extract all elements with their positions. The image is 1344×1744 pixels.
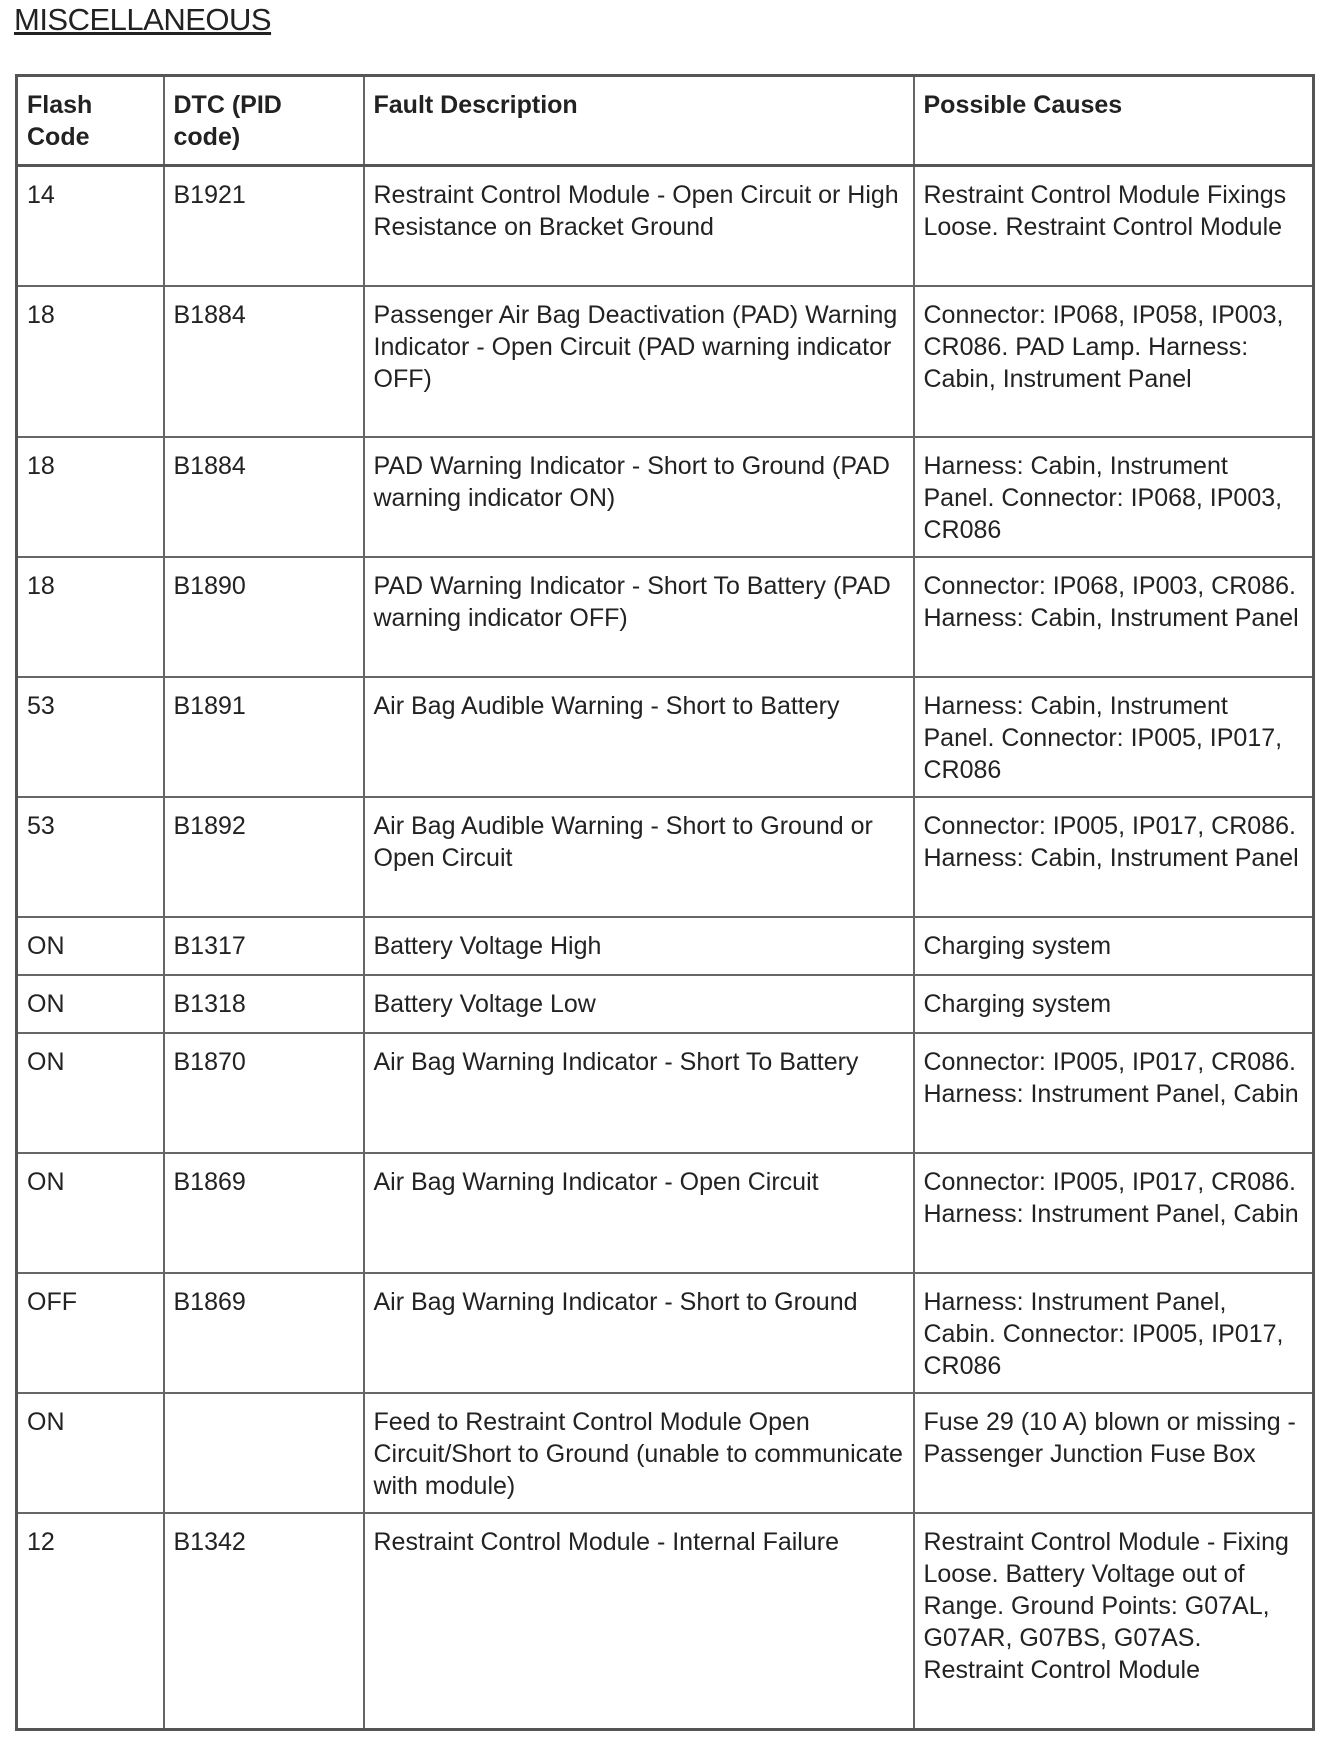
table-row [17,917,1314,975]
header-fault-description: Fault Description [364,76,914,166]
fault-description-cell: Battery Voltage Low [364,975,914,1033]
possible-causes-cell: Restraint Control Module Fixings Loose. Restraint Control Module [914,166,1314,286]
possible-causes-cell: Connector: IP005, IP017, CR086. Harness: Instrument Panel, Cabin [914,1033,1314,1153]
fault-description-cell: Feed to Restraint Control Module Open Circuit/Short to Ground (unable to communicate with module) [364,1393,914,1513]
possible-causes-cell: Connector: IP068, IP003, CR086. Harness: Cabin, Instrument Panel [914,557,1314,677]
possible-causes-cell: Charging system [914,975,1314,1033]
fault-description-cell: Air Bag Warning Indicator - Open Circuit [364,1153,914,1273]
dtc-cell: B1869 [164,1273,364,1393]
possible-causes-cell: Restraint Control Module - Fixing Loose. Battery Voltage out of Range. Ground Points: G07AL, G07AR, G07BS, G07AS. Restraint Control Module [914,1513,1314,1730]
table-row [17,1273,1314,1393]
possible-causes-cell: Connector: IP005, IP017, CR086. Harness: Instrument Panel, Cabin [914,1153,1314,1273]
possible-causes-cell: Harness: Instrument Panel, Cabin. Connector: IP005, IP017, CR086 [914,1273,1314,1393]
header-dtc: DTC (PID code) [164,76,364,166]
fault-description-cell: Battery Voltage High [364,917,914,975]
flash-code-cell: 14 [17,166,164,286]
flash-code-cell: ON [17,975,164,1033]
table-row [17,1513,1314,1730]
table-row [17,975,1314,1033]
section-title: MISCELLANEOUS [14,2,272,37]
possible-causes-cell: Fuse 29 (10 A) blown or missing - Passenger Junction Fuse Box [914,1393,1314,1513]
table-header-row [17,76,1314,166]
table-row [17,557,1314,677]
dtc-cell: B1921 [164,166,364,286]
flash-code-cell: 18 [17,437,164,557]
possible-causes-cell: Connector: IP068, IP058, IP003, CR086. PAD Lamp. Harness: Cabin, Instrument Panel [914,286,1314,437]
table-row [17,677,1314,797]
fault-description-cell: Restraint Control Module - Internal Failure [364,1513,914,1730]
possible-causes-cell: Charging system [914,917,1314,975]
table-row [17,286,1314,437]
table-row [17,797,1314,917]
fault-description-cell: Passenger Air Bag Deactivation (PAD) Warning Indicator - Open Circuit (PAD warning indicator OFF) [364,286,914,437]
table-row [17,437,1314,557]
flash-code-cell: OFF [17,1273,164,1393]
flash-code-cell: 12 [17,1513,164,1730]
flash-code-cell: ON [17,1153,164,1273]
fault-description-cell: Air Bag Audible Warning - Short to Battery [364,677,914,797]
possible-causes-cell: Harness: Cabin, Instrument Panel. Connector: IP005, IP017, CR086 [914,677,1314,797]
dtc-cell: B1892 [164,797,364,917]
dtc-cell: B1884 [164,437,364,557]
header-possible-causes: Possible Causes [914,76,1314,166]
dtc-cell: B1342 [164,1513,364,1730]
dtc-cell: B1318 [164,975,364,1033]
flash-code-cell: ON [17,917,164,975]
dtc-table [15,74,1315,1731]
flash-code-cell: 18 [17,557,164,677]
table-row [17,1153,1314,1273]
possible-causes-cell: Harness: Cabin, Instrument Panel. Connector: IP068, IP003, CR086 [914,437,1314,557]
flash-code-cell: 18 [17,286,164,437]
table-row [17,1393,1314,1513]
table-row [17,1033,1314,1153]
flash-code-cell: ON [17,1393,164,1513]
fault-description-cell: Air Bag Audible Warning - Short to Ground or Open Circuit [364,797,914,917]
fault-description-cell: Restraint Control Module - Open Circuit or High Resistance on Bracket Ground [364,166,914,286]
possible-causes-cell: Connector: IP005, IP017, CR086. Harness: Cabin, Instrument Panel [914,797,1314,917]
dtc-cell: B1890 [164,557,364,677]
dtc-cell: B1891 [164,677,364,797]
dtc-cell: B1870 [164,1033,364,1153]
flash-code-cell: 53 [17,677,164,797]
fault-description-cell: PAD Warning Indicator - Short To Battery (PAD warning indicator OFF) [364,557,914,677]
dtc-cell: B1317 [164,917,364,975]
dtc-cell: B1869 [164,1153,364,1273]
flash-code-cell: ON [17,1033,164,1153]
dtc-cell: B1884 [164,286,364,437]
table-row [17,166,1314,286]
header-flash-code: Flash Code [17,76,164,166]
flash-code-cell: 53 [17,797,164,917]
fault-description-cell: PAD Warning Indicator - Short to Ground (PAD warning indicator ON) [364,437,914,557]
dtc-cell [164,1393,364,1513]
fault-description-cell: Air Bag Warning Indicator - Short to Ground [364,1273,914,1393]
fault-description-cell: Air Bag Warning Indicator - Short To Battery [364,1033,914,1153]
